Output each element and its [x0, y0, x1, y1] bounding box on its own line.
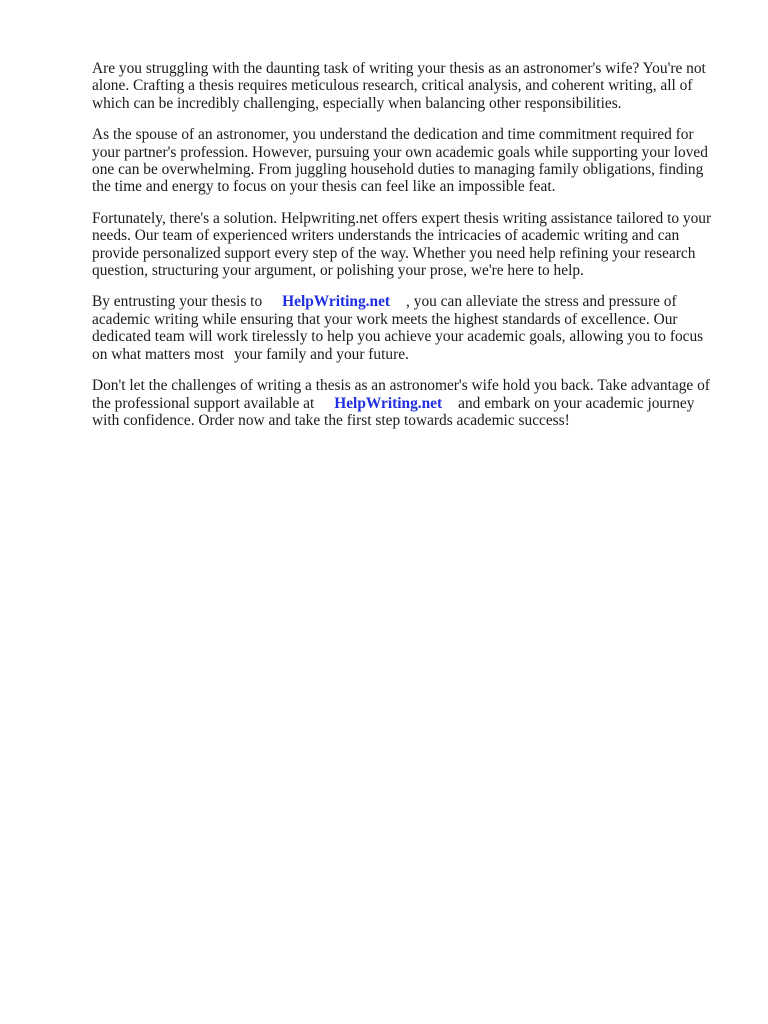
document-body: [92, 60, 722, 443]
paragraph-entrusting-end: your family and your future.: [234, 345, 409, 363]
paragraph-spouse: As the spouse of an astronomer, you understand the dedication and time commitment required for your partner's profession. However, pursuing your own academic goals while supporting your loved one can be overwhelming. From juggling household duties to managing family obligations, finding the time and energy to focus on your thesis can feel like an impossible feat.: [92, 126, 708, 196]
paragraph-intro: Are you struggling with the daunting task of writing your thesis as an astronomer's wife? You're not alone. Crafting a thesis requires meticulous research, critical analysis, and coherent writing, all of which can be incredibly challenging, especially when balancing other responsibilities.: [92, 60, 706, 112]
paragraph-entrusting-lead: By entrusting your thesis to: [92, 293, 263, 311]
helpwriting-link-2[interactable]: HelpWriting.net: [334, 394, 443, 412]
paragraph-closing-body: and embark on your academic journey with confidence. Order now and take the first step towards academic success!: [92, 394, 695, 429]
paragraph-entrusting-body: , you can alleviate the stress and pressure of academic writing while ensuring that your work meets the highest standards of excellence. Our dedicated team will work tirelessly to help you achieve your academic goals, allowing you to focus on what matters most: [92, 293, 704, 363]
paragraph-entrusting: [92, 293, 722, 363]
paragraph-closing-lead: Don't let the challenges of writing a thesis as an astronomer's wife hold you back. Take advantage of the professional support available at: [92, 377, 710, 412]
paragraph-solution: Fortunately, there's a solution. Helpwriting.net offers expert thesis writing assistance tailored to your needs. Our team of experienced writers understands the intricacies of academic writing and can provide personalized support every step of the way. Whether you need help refining your research question, structuring your argument, or polishing your prose, we're here to help.: [92, 209, 712, 280]
helpwriting-link[interactable]: HelpWriting.net: [282, 293, 391, 311]
paragraph-closing: [92, 377, 722, 429]
